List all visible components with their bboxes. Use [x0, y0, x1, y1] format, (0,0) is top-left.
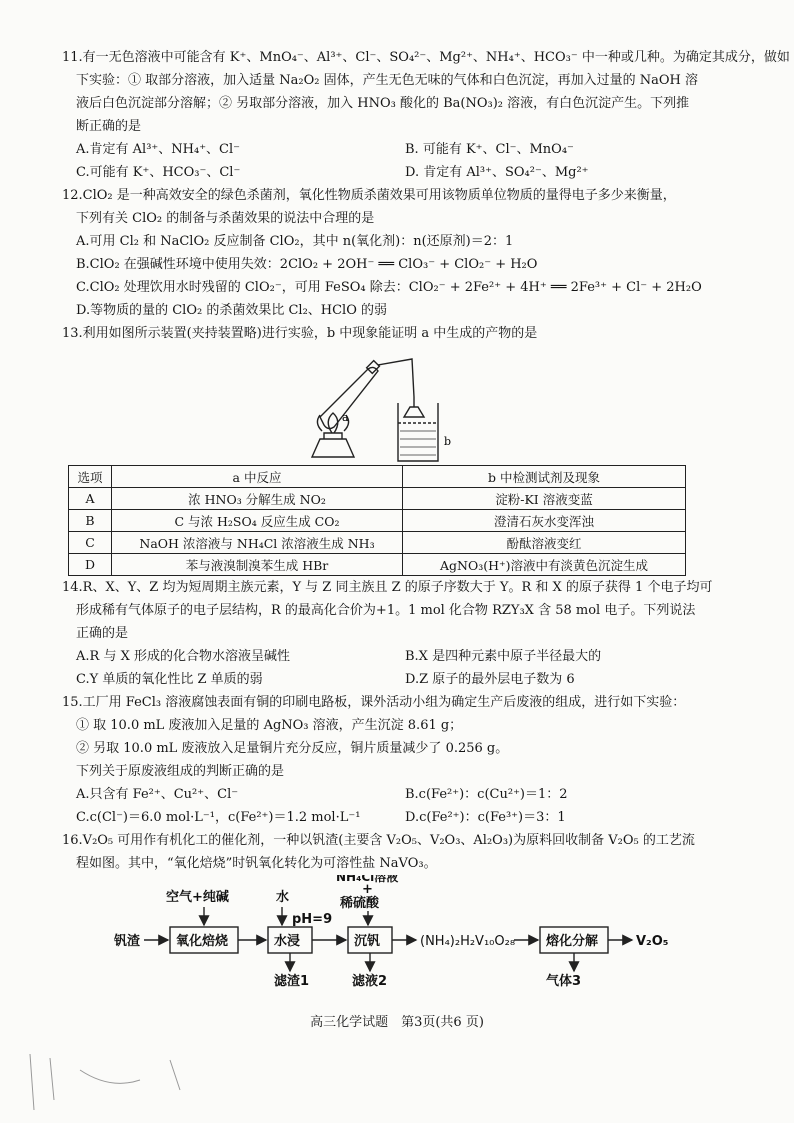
- row-b-label: B: [69, 510, 112, 532]
- page-footer: 高三化学试题 第3页(共6 页): [310, 1015, 484, 1030]
- question-15: [62, 691, 734, 829]
- flow-step3-input-top: NH₄Cl溶液: [336, 875, 399, 884]
- q13-stem-1: 13.利用如图所示装置(夹持装置略)进行实验，b 中现象能证明 a 中生成的产物的是: [62, 326, 538, 341]
- q15-option-c: C.c(Cl⁻)＝6.0 mol·L⁻¹，c(Fe²⁺)＝1.2 mol·L⁻¹: [76, 810, 361, 825]
- q11-option-a: A.肯定有 Al³⁺、NH₄⁺、Cl⁻: [76, 142, 241, 157]
- q11-options-row1: [62, 138, 734, 161]
- row-c-phenomenon: 酚酞溶液变红: [403, 532, 686, 554]
- q12-stem-2: 下列有关 ClO₂ 的制备与杀菌效果的说法中合理的是: [76, 211, 375, 226]
- q14-option-c: C.Y 单质的氧化性比 Z 单质的弱: [76, 672, 263, 687]
- row-a-reaction: 浓 HNO₃ 分解生成 NO₂: [112, 488, 403, 510]
- apparatus-figure: [62, 345, 734, 465]
- flow-step1: 氧化焙烧: [176, 934, 229, 949]
- q13-options-table: [68, 465, 686, 576]
- q15-stem-1: 15.工厂用 FeCl₃ 溶液腐蚀表面有铜的印刷电路板，课外活动小组为确定生产后废液的组成，进行如下实验：: [62, 695, 686, 710]
- flow-output: V₂O₅: [636, 934, 669, 949]
- q15-option-a: A.只含有 Fe²⁺、Cu²⁺、Cl⁻: [76, 787, 239, 802]
- q11-stem-1: 11.有一无色溶液中可能含有 K⁺、MnO₄⁻、Al³⁺、Cl⁻、SO₄²⁻、Mg²⁺、NH₄⁺、HCO₃⁻ 中一种或几种。为确定其成分，做如: [62, 50, 790, 65]
- q14-options-row1: [62, 645, 734, 668]
- flow-step2: 水浸: [274, 934, 301, 949]
- question-16: [62, 829, 734, 995]
- q14-options-row2: [62, 668, 734, 691]
- flow-intermediate: (NH₄)₂H₂V₁₀O₂₈: [420, 934, 516, 949]
- q11-stem-4: 断正确的是: [76, 119, 142, 134]
- q14-option-a: A.R 与 X 形成的化合物水溶液呈碱性: [76, 649, 290, 664]
- question-13: [62, 322, 734, 576]
- exam-page: [62, 46, 790, 995]
- row-c-label: C: [69, 532, 112, 554]
- row-c-reaction: NaOH 浓溶液与 NH₄Cl 浓溶液生成 NH₃: [112, 532, 403, 554]
- question-12: [62, 184, 734, 322]
- flow-step2-ph: pH=9: [292, 912, 333, 927]
- row-b-reaction: C 与浓 H₂SO₄ 反应生成 CO₂: [112, 510, 403, 532]
- q11-option-c: C.可能有 K⁺、HCO₃⁻、Cl⁻: [76, 165, 241, 180]
- flow-input: 钒渣: [114, 934, 141, 949]
- header-option: 选项: [69, 466, 112, 488]
- process-flow-diagram: [62, 875, 734, 995]
- q16-stem-2: 程如图。其中，“氧化焙烧”时钒氧化转化为可溶性盐 NaVO₃。: [76, 856, 437, 871]
- row-d-label: D: [69, 554, 112, 576]
- q14-option-b: B.X 是四种元素中原子半径最大的: [405, 649, 602, 664]
- q11-option-b: B. 可能有 K⁺、Cl⁻、MnO₄⁻: [405, 142, 574, 157]
- flow-plus: +: [362, 882, 373, 897]
- q16-stem-1: 16.V₂O₅ 可用作有机化工的催化剂，一种以钒渣(主要含 V₂O₅、V₂O₃、Al₂O₃)为原料回收制备 V₂O₅ 的工艺流: [62, 833, 695, 848]
- q12-option-c: C.ClO₂ 处理饮用水时残留的 ClO₂⁻，可用 FeSO₄ 除去：ClO₂⁻ + 2Fe²⁺ + 4H⁺ ══ 2Fe³⁺ + Cl⁻ + 2H₂O: [76, 280, 702, 295]
- q15-stem-4: 下列关于原废液组成的判断正确的是: [76, 764, 285, 779]
- q11-stem-3: 液后白色沉淀部分溶解；② 另取部分溶液，加入 HNO₃ 酸化的 Ba(NO₃)₂ 溶液，有白色沉淀产生。下列推: [76, 96, 690, 111]
- q14-stem-3: 正确的是: [76, 626, 129, 641]
- row-d-phenomenon: AgNO₃(H⁺)溶液中有淡黄色沉淀生成: [403, 554, 686, 576]
- table-row: [69, 532, 686, 554]
- flow-step1-input: 空气+纯碱: [166, 890, 229, 905]
- q11-options-row2: [62, 161, 734, 184]
- q11-stem-2: 下实验：① 取部分溶液，加入适量 Na₂O₂ 固体，产生无色无味的气体和白色沉淀，再加入过量的 NaOH 溶: [76, 73, 698, 88]
- q14-option-d: D.Z 原子的最外层电子数为 6: [405, 672, 575, 687]
- flow-step3: 沉钒: [354, 934, 381, 949]
- flow-step4: 熔化分解: [546, 934, 599, 949]
- flow-step4-out: 气体3: [546, 974, 582, 989]
- q15-options-row2: [62, 806, 734, 829]
- label-a: a: [342, 411, 349, 424]
- label-b: b: [444, 435, 452, 448]
- q12-stem-1: 12.ClO₂ 是一种高效安全的绿色杀菌剂，氧化性物质杀菌效果可用该物质单位物质的量得电子多少来衡量，: [62, 188, 676, 203]
- header-b-phenomenon: b 中检测试剂及现象: [403, 466, 686, 488]
- flow-step3-out: 滤液2: [352, 974, 388, 989]
- flow-step2-input: 水: [276, 890, 290, 905]
- question-11: [62, 46, 790, 184]
- header-a-reaction: a 中反应: [112, 466, 403, 488]
- flow-step3-input: 稀硫酸: [340, 896, 380, 911]
- q15-stem-3: ② 另取 10.0 mL 废液放入足量铜片充分反应，铜片质量减少了 0.256 g。: [76, 741, 509, 756]
- apparatus-diagram: [62, 345, 734, 465]
- q15-options-row1: [62, 783, 734, 806]
- q11-option-d: D. 肯定有 Al³⁺、SO₄²⁻、Mg²⁺: [405, 165, 589, 180]
- table-row: [69, 488, 686, 510]
- q12-option-d: D.等物质的量的 ClO₂ 的杀菌效果比 Cl₂、HClO 的弱: [76, 303, 388, 318]
- q15-option-d: D.c(Fe²⁺)：c(Fe³⁺)＝3：1: [405, 810, 566, 825]
- scan-mark-decoration: [20, 1050, 220, 1120]
- q12-option-b: B.ClO₂ 在强碱性环境中使用失效：2ClO₂ + 2OH⁻ ══ ClO₃⁻ + ClO₂⁻ + H₂O: [76, 257, 538, 272]
- row-d-reaction: 苯与液溴制溴苯生成 HBr: [112, 554, 403, 576]
- q15-option-b: B.c(Fe²⁺)：c(Cu²⁺)＝1：2: [405, 787, 568, 802]
- q12-option-a: A.可用 Cl₂ 和 NaClO₂ 反应制备 ClO₂，其中 n(氧化剂)：n(还原剂)＝2：1: [76, 234, 514, 249]
- row-a-label: A: [69, 488, 112, 510]
- q14-stem-2: 形成稀有气体原子的电子层结构，R 的最高化合价为+1。1 mol 化合物 RZY₃X 含 58 mol 电子。下列说法: [76, 603, 696, 618]
- row-a-phenomenon: 淀粉-KI 溶液变蓝: [403, 488, 686, 510]
- q14-stem-1: 14.R、X、Y、Z 均为短周期主族元素，Y 与 Z 同主族且 Z 的原子序数大于 Y。R 和 X 的原子获得 1 个电子均可: [62, 580, 713, 595]
- table-header-row: [69, 466, 686, 488]
- q15-stem-2: ① 取 10.0 mL 废液加入足量的 AgNO₃ 溶液，产生沉淀 8.61 g；: [76, 718, 463, 733]
- flow-step2-out: 滤渣1: [274, 974, 310, 989]
- table-row: [69, 510, 686, 532]
- table-row: [69, 554, 686, 576]
- flow-svg: [62, 875, 734, 995]
- question-14: [62, 576, 734, 691]
- row-b-phenomenon: 澄清石灰水变浑浊: [403, 510, 686, 532]
